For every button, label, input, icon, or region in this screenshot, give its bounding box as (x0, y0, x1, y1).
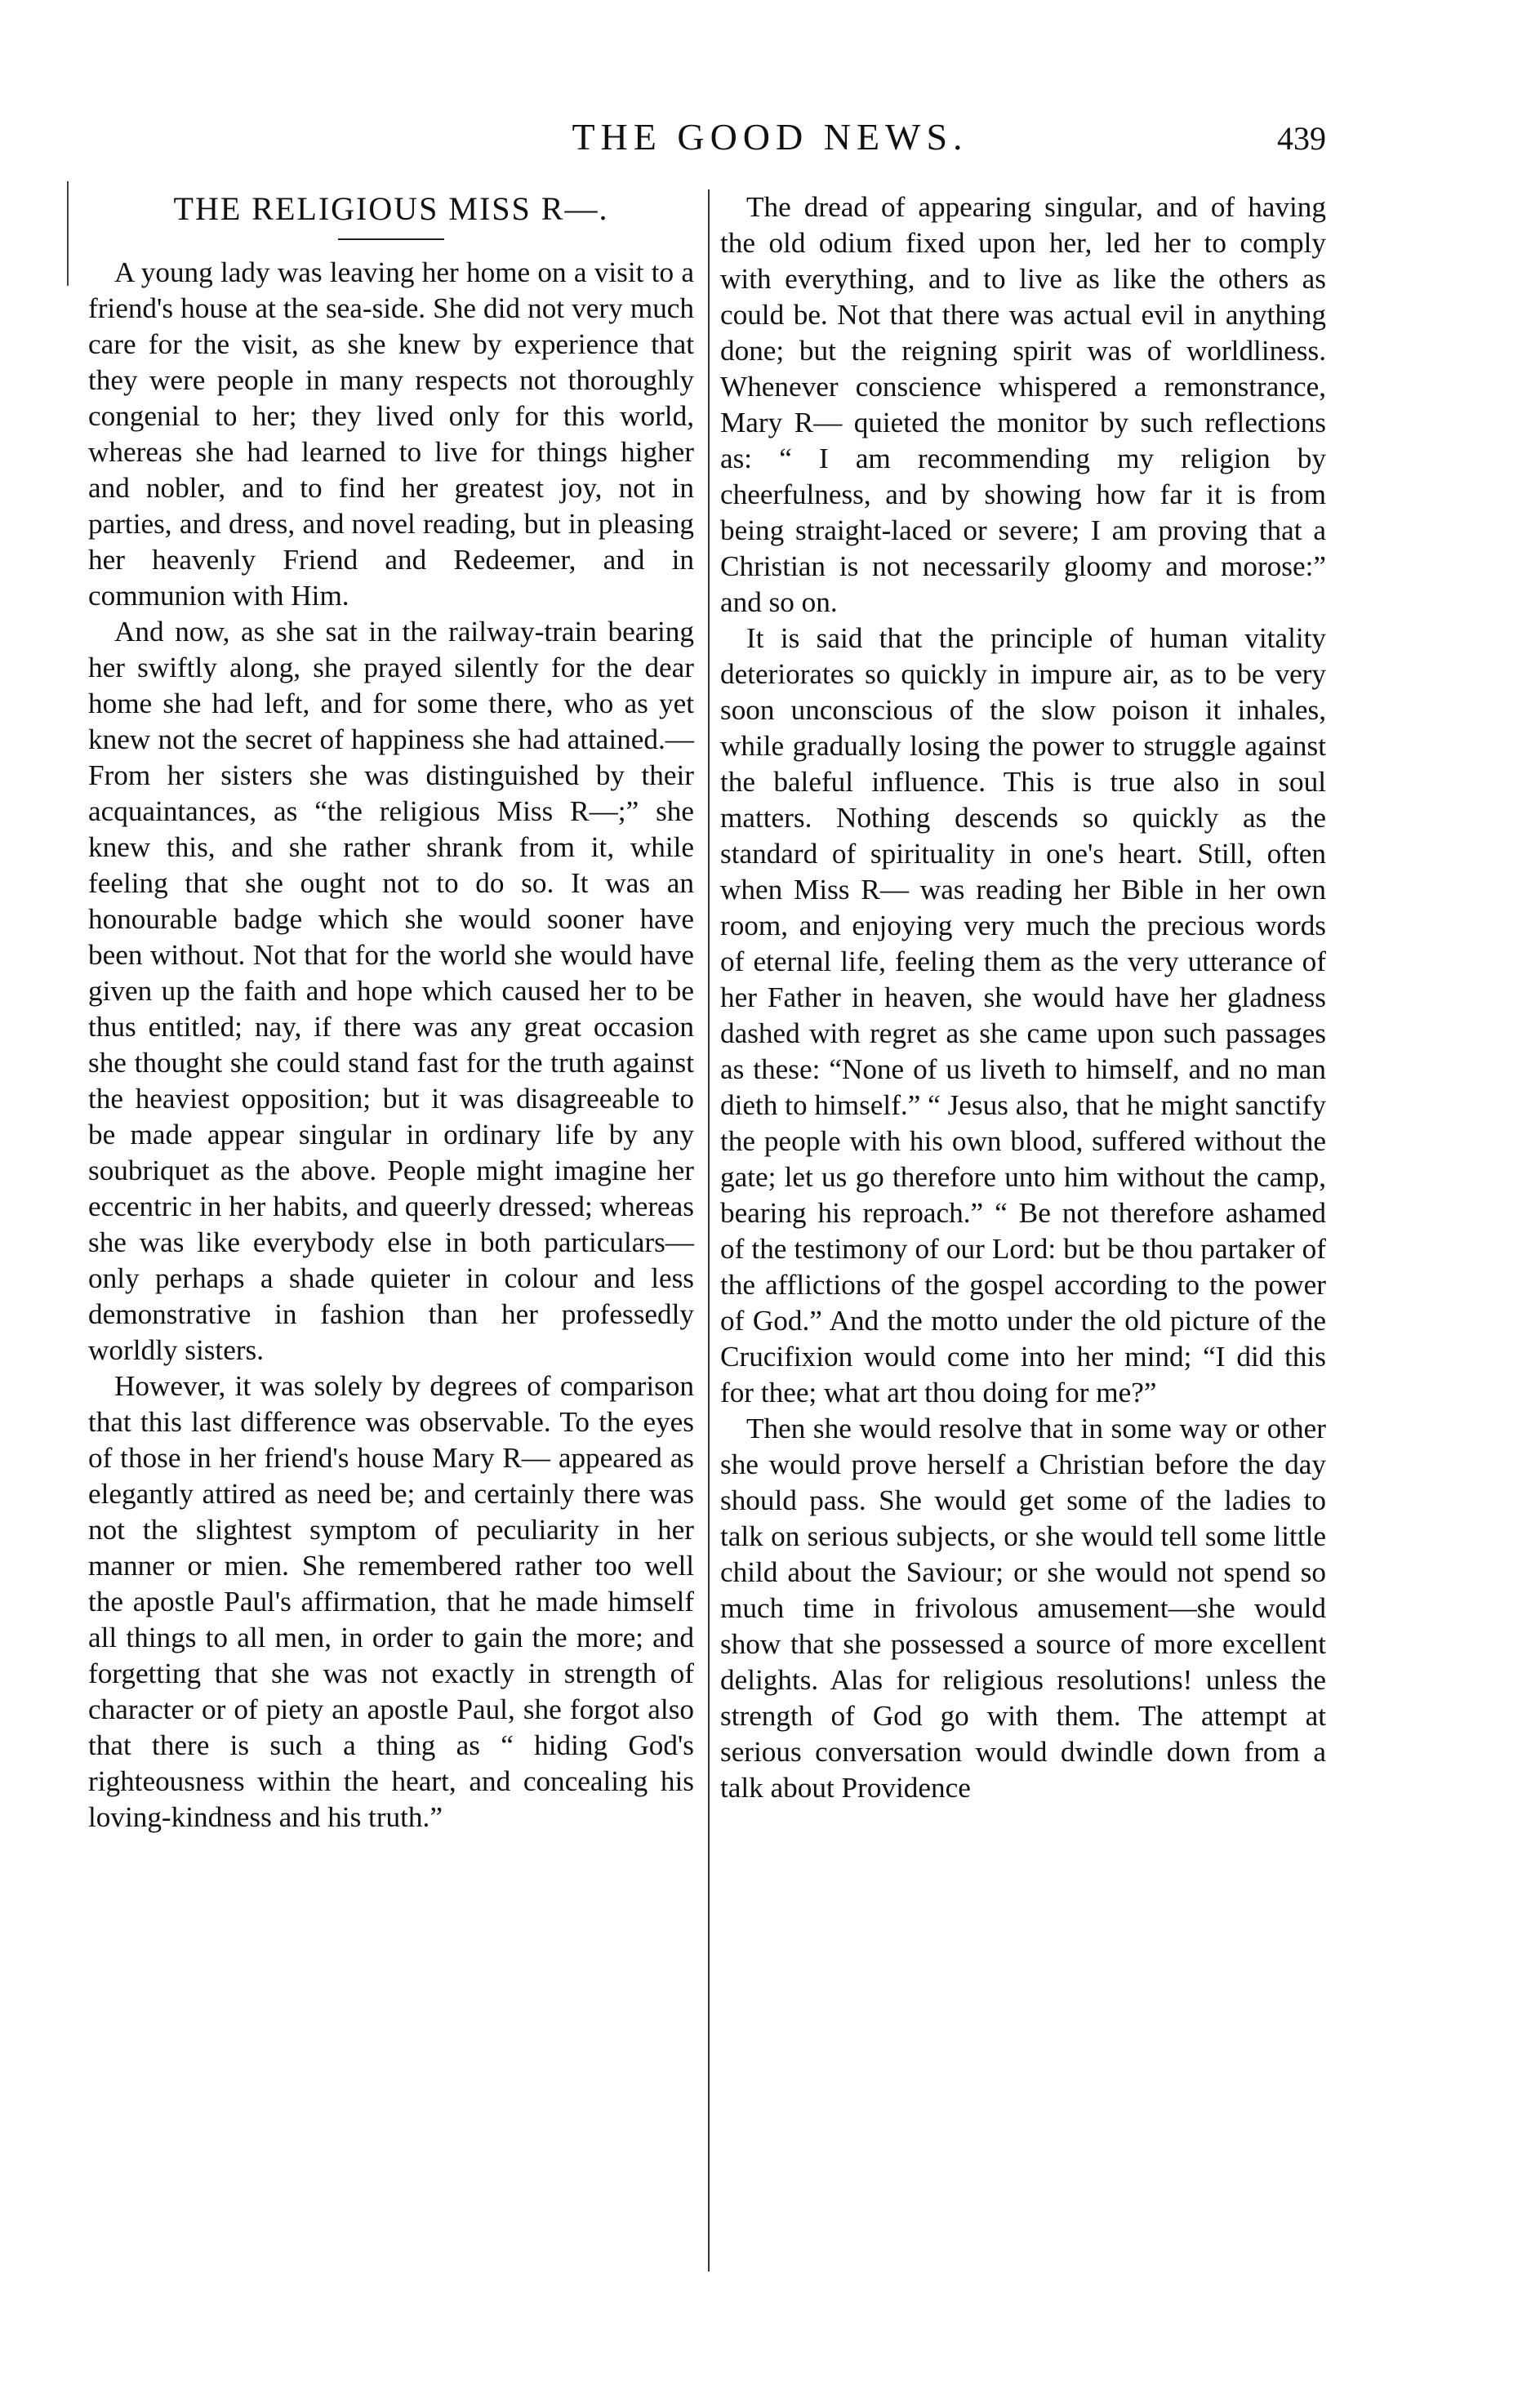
paragraph: And now, as she sat in the railway-train bearing her swiftly along, she prayed silently for the dear home she had left, and for some there, who as yet knew not the secret of happiness she had attained.—From her sisters she was distinguished by their acquaintances, as “the religious Miss R—;” she knew this, and she rather shrank from it, while feeling that she ought not to do so. It was an honourable badge which she would sooner have been without. Not that for the world she would have given up the faith and hope which caused her to be thus entitled; nay, if there was any great occasion she thought she could stand fast for the truth against the heaviest opposition; but it was disagreeable to be made appear singular in ordinary life by any soubriquet as the above. People might imagine her eccentric in her habits, and queerly dressed; whereas she was like everybody else in both particulars—only perhaps a shade quieter in colour and less demonstrative in fashion than her professedly worldly sisters. (88, 616, 694, 1366)
right-column (720, 189, 1326, 1806)
column-divider (708, 189, 710, 2272)
paragraph: It is said that the principle of human vitality deteriorates so quickly in impure air, as to be very soon unconscious of the slow poison it inhales, while gradually losing the power to struggle against the baleful influence. This is true also in soul matters. Nothing descends so quickly as the standard of spirituality in one's heart. Still, often when Miss R— was reading her Bible in her own room, and enjoying very much the precious words of eternal life, feeling them as the very utterance of her Father in heaven, she would have her gladness dashed with regret as she came upon such passages as these: “None of us liveth to himself, and no man dieth to himself.” “ Jesus also, that he might sanctify the people with his own blood, suffered without the gate; let us go therefore unto him without the camp, bearing his reproach.” “ Be not therefore ashamed of the testimony of our Lord: but be thou partaker of the afflictions of the gospel according to the power of God.” And the motto under the old picture of the Crucifixion would come into her mind; “I did this for thee; what art thou doing for me?” (720, 622, 1326, 1408)
running-head (0, 113, 1540, 170)
title-rule (338, 238, 444, 240)
margin-mark (67, 181, 69, 286)
article-title: THE RELIGIOUS MISS R—. (173, 190, 609, 227)
paragraph: The dread of appearing singular, and of having the old odium fixed upon her, led her to comply with everything, and to live as like the others as could be. Not that there was actual evil in anything done; but the reigning spirit was of worldliness. Whenever conscience whispered a remonstrance, Mary R— quieted the monitor by such reflections as: “ I am recommending my religion by cheerfulness, and by showing how far it is from being straight-laced or severe; I am proving that a Christian is not necessarily gloomy and morose:” and so on. (720, 191, 1326, 618)
paragraph: A young lady was leaving her home on a visit to a friend's house at the sea-side. She did not very much care for the visit, as she knew by experience that they were people in many respects not thoroughly congenial to her; they lived only for this world, whereas she had learned to live for things higher and nobler, and to find her greatest joy, not in parties, and dress, and novel reading, but in pleasing her heavenly Friend and Redeemer, and in communion with Him. (88, 256, 694, 612)
paragraph: Then she would resolve that in some way or other she would prove herself a Christian before the day should pass. She would get some of the ladies to talk on serious subjects, or she would tell some little child about the Saviour; or she would not spend so much time in frivolous amusement—she would show that she possessed a source of more excellent delights. Alas for religious resolutions! unless the strength of God go with them. The attempt at serious conversation would dwindle down from a talk about Providence (720, 1413, 1326, 1804)
paragraph: However, it was solely by degrees of comparison that this last difference was observable. To the eyes of those in her friend's house Mary R— appeared as elegantly attired as need be; and certainly there was not the slightest symptom of peculiarity in her manner or mien. She remembered rather too well the apostle Paul's affirmation, that he made himself all things to all men, in order to gain the more; and forgetting that she was not exactly in strength of character or of piety an apostle Paul, she forgot also that there is such a thing as “ hiding God's righteousness within the heart, and concealing his loving-kindness and his truth.” (88, 1370, 694, 1833)
page-number: 439 (1277, 120, 1326, 157)
running-title: THE GOOD NEWS. (572, 116, 968, 158)
left-column (88, 189, 694, 1835)
